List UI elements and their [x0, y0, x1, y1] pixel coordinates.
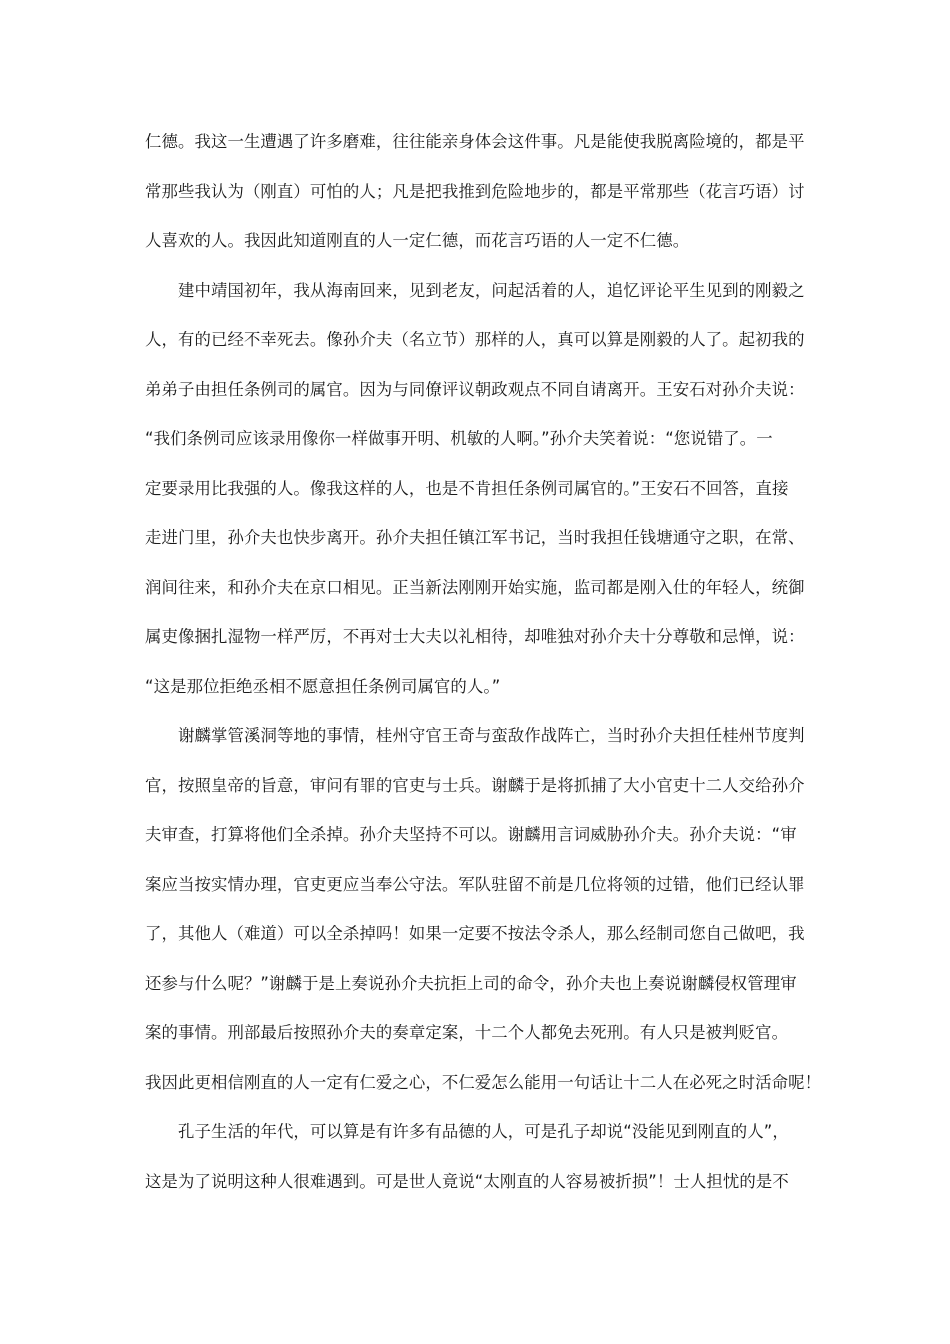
text-line: 人，有的已经不幸死去。像孙介夫（名立节）那样的人，真可以算是刚毅的人了。起初我的 [145, 330, 805, 349]
text-line: “我们条例司应该录用像你一样做事开明、机敏的人啊。”孙介夫笑着说：“您说错了。一 [145, 429, 773, 448]
text-line: 了，其他人（难道）可以全杀掉吗！如果一定要不按法令杀人，那么经制司您自己做吧，我 [145, 924, 805, 943]
text-line: 仁德。我这一生遭遇了许多磨难，往往能亲身体会这件事。凡是能使我脱离险境的，都是平 [145, 132, 805, 151]
body-text [145, 123, 822, 1212]
paragraph-start-line: 建中靖国初年，我从海南回来，见到老友，问起活着的人，追忆评论平生见到的刚毅之 [178, 280, 805, 300]
text-line: 官，按照皇帝的旨意，审问有罪的官吏与士兵。谢麟于是将抓捕了大小官吏十二人交给孙介 [145, 775, 805, 795]
text-line: “这是那位拒绝丞相不愿意担任条例司属官的人。” [145, 676, 501, 696]
text-line: 我因此更相信刚直的人一定有仁爱之心，不仁爱怎么能用一句话让十二人在必死之时活命呢！ [145, 1072, 822, 1092]
text-line: 弟弟子由担任条例司的属官。因为与同僚评议朝政观点不同自请离开。王安石对孙介夫说： [145, 379, 805, 399]
paragraph-start-line: 谢麟掌管溪洞等地的事情，桂州守官王奇与蛮敌作战阵亡，当时孙介夫担任桂州节度判 [178, 726, 805, 745]
text-line: 常那些我认为（刚直）可怕的人；凡是把我推到危险地步的，都是平常那些（花言巧语）讨 [145, 181, 805, 201]
text-line: 属吏像捆扎湿物一样严厉，不再对士大夫以礼相待，却唯独对孙介夫十分尊敬和忌惮，说： [145, 627, 805, 646]
paragraph-start-line: 孔子生活的年代，可以算是有许多有品德的人，可是孔子却说“没能见到刚直的人”， [178, 1122, 789, 1141]
text-line: 人喜欢的人。我因此知道刚直的人一定仁德，而花言巧语的人一定不仁德。 [145, 231, 690, 250]
text-line: 定要录用比我强的人。像我这样的人，也是不肯担任条例司属官的。”王安石不回答，直接 [145, 478, 789, 498]
text-line: 还参与什么呢？”谢麟于是上奏说孙介夫抗拒上司的命令，孙介夫也上奏说谢麟侵权管理审 [145, 973, 797, 993]
text-line: 案的事情。刑部最后按照孙介夫的奏章定案，十二个人都免去死刑。有人只是被判贬官。 [145, 1023, 789, 1042]
text-line: 润间往来，和孙介夫在京口相见。正当新法刚刚开始实施，监司都是刚入仕的年轻人，统御 [145, 577, 805, 597]
text-line: 这是为了说明这种人很难遇到。可是世人竟说“太刚直的人容易被折损”！士人担忧的是不 [145, 1171, 789, 1191]
text-line: 走进门里，孙介夫也快步离开。孙介夫担任镇江军书记，当时我担任钱塘通守之职，在常、 [145, 528, 805, 547]
text-line: 案应当按实情办理，官吏更应当奉公守法。军队驻留不前是几位将领的过错，他们已经认罪 [145, 874, 805, 894]
text-line: 夫审查，打算将他们全杀掉。孙介夫坚持不可以。谢麟用言词威胁孙介夫。孙介夫说：“审 [145, 825, 797, 844]
